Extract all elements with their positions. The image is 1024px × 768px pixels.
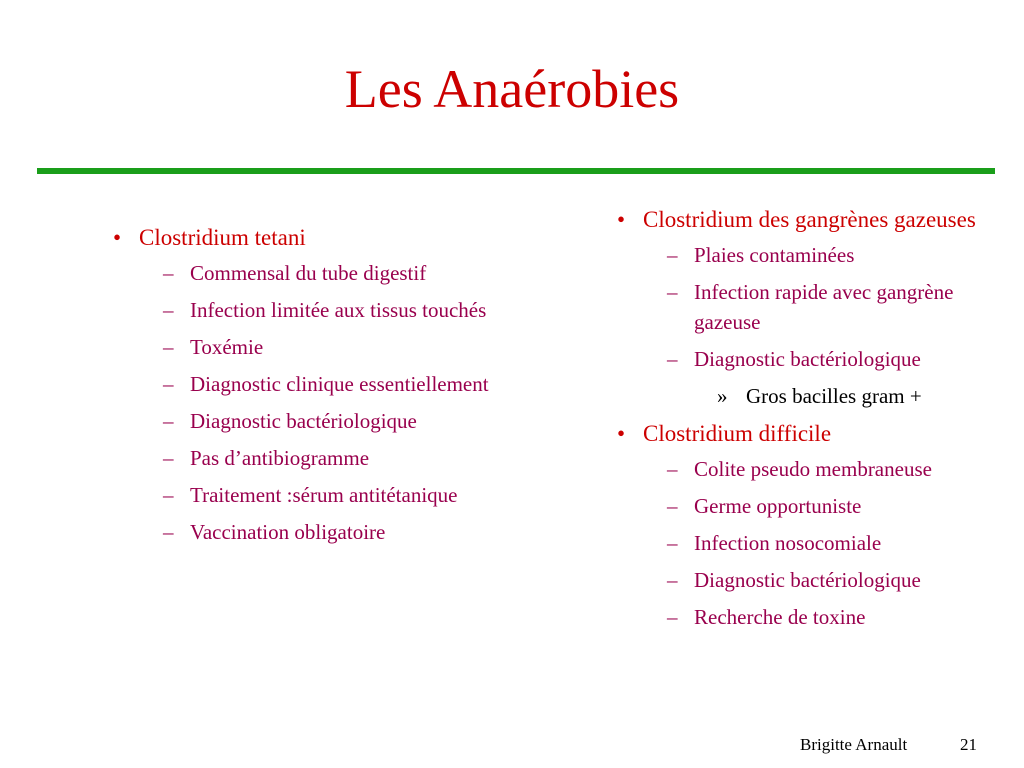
sub-bullet-text: Diagnostic clinique essentiellement (190, 372, 489, 396)
sub-bullet-text: Pas d’antibiogramme (190, 446, 370, 470)
right-column (617, 204, 1017, 639)
bullet-mark: • (113, 225, 122, 250)
dash-mark: – (163, 261, 174, 285)
dash-mark: – (163, 298, 174, 322)
sub-bullet (113, 517, 513, 547)
sub-bullet-text: Diagnostic bactériologique (694, 568, 921, 592)
sub-bullet-text: Diagnostic bactériologique (694, 347, 921, 371)
dash-mark: – (163, 483, 174, 507)
sub-bullet-text: Infection rapide avec gangrène gazeuse (694, 280, 954, 334)
bullet-mark: • (617, 207, 626, 232)
sub-bullet-text: Vaccination obligatoire (190, 520, 386, 544)
sub-bullet-text: Plaies contaminées (694, 243, 855, 267)
sub-bullet (617, 454, 1017, 484)
sub-bullet (113, 258, 513, 288)
footer-author: Brigitte Arnault (800, 735, 908, 754)
dash-mark: – (163, 372, 174, 396)
sub-sub-bullet (617, 381, 1017, 411)
dash-mark: – (163, 446, 174, 470)
bullet-clostridium-difficile (617, 418, 1017, 449)
sub-bullet (113, 480, 513, 510)
bullet-clostridium-tetani (113, 222, 513, 253)
sub-bullet (617, 277, 1017, 337)
bullet-text: Clostridium tetani (139, 225, 306, 250)
sub-bullet-text: Toxémie (190, 335, 264, 359)
slide-title: Les Anaérobies (344, 59, 680, 119)
sub-bullet (113, 332, 513, 362)
sub-bullet (617, 565, 1017, 595)
dash-mark: – (163, 520, 174, 544)
bullet-clostridium-gangrenes (617, 204, 1017, 235)
sub-bullet-text: Diagnostic bactériologique (190, 409, 417, 433)
sub-bullet (113, 369, 513, 399)
dash-mark: – (667, 243, 678, 267)
dash-mark: – (163, 409, 174, 433)
title-divider (37, 168, 995, 174)
dash-mark: – (667, 531, 678, 555)
bullet-mark: • (617, 421, 626, 446)
sub-sub-bullet-text: Gros bacilles gram + (746, 384, 922, 408)
sub-bullet-text: Infection limitée aux tissus touchés (190, 298, 487, 322)
sub-bullet (617, 344, 1017, 374)
sub-bullet-text: Commensal du tube digestif (190, 261, 427, 285)
sub-bullet (113, 295, 513, 325)
sub-bullet-text: Germe opportuniste (694, 494, 862, 518)
bullet-text: Clostridium des gangrènes gazeuses (643, 207, 976, 232)
sub-bullet (113, 443, 513, 473)
dash-mark: – (667, 494, 678, 518)
dash-mark: – (667, 457, 678, 481)
sub-bullet (617, 602, 1017, 632)
sub-bullet (617, 491, 1017, 521)
left-column (113, 222, 513, 554)
sub-bullet-text: Infection nosocomiale (694, 531, 882, 555)
dash-mark: – (163, 335, 174, 359)
dash-mark: – (667, 568, 678, 592)
dash-mark: – (667, 605, 678, 629)
guillemet-mark: » (717, 384, 728, 408)
sub-bullet-text: Recherche de toxine (694, 605, 866, 629)
page-number: 21 (960, 735, 977, 754)
dash-mark: – (667, 347, 678, 371)
bullet-text: Clostridium difficile (643, 421, 832, 446)
dash-mark: – (667, 280, 678, 304)
sub-bullet (113, 406, 513, 436)
sub-bullet-text: Colite pseudo membraneuse (694, 457, 932, 481)
sub-bullet-text: Traitement :sérum antitétanique (190, 483, 458, 507)
sub-bullet (617, 240, 1017, 270)
sub-bullet (617, 528, 1017, 558)
